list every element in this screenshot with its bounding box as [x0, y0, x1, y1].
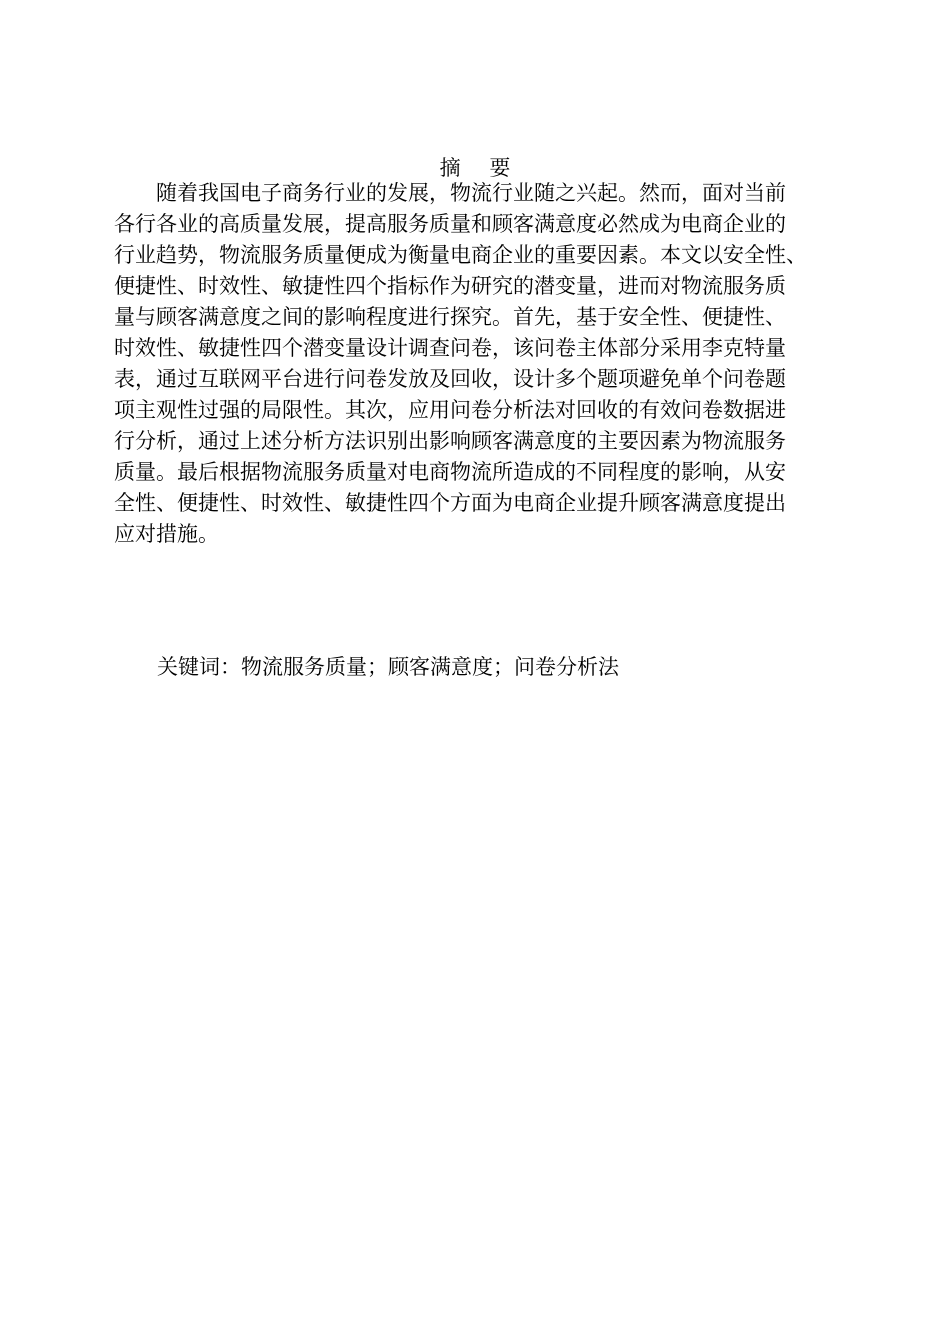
abstract-line: 时效性、敏捷性四个潜变量设计调查问卷，该问卷主体部分采用李克特量: [114, 336, 786, 360]
abstract-body: [114, 178, 844, 550]
abstract-line: 行分析，通过上述分析方法识别出影响顾客满意度的主要因素为物流服务: [114, 429, 786, 453]
abstract-line: 量与顾客满意度之间的影响程度进行探究。首先，基于安全性、便捷性、: [114, 305, 786, 329]
abstract-line: 行业趋势，物流服务质量便成为衡量电商企业的重要因素。本文以安全性、: [114, 243, 807, 267]
abstract-line: 便捷性、时效性、敏捷性四个指标作为研究的潜变量，进而对物流服务质: [114, 274, 786, 298]
abstract-line: 项主观性过强的局限性。其次，应用问卷分析法对回收的有效问卷数据进: [114, 398, 786, 422]
abstract-line: 各行各业的高质量发展，提高服务质量和顾客满意度必然成为电商企业的: [114, 212, 786, 236]
abstract-line: 质量。最后根据物流服务质量对电商物流所造成的不同程度的影响，从安: [114, 460, 786, 484]
abstract-title: 摘 要: [439, 156, 522, 180]
abstract-line: 随着我国电子商务行业的发展，物流行业随之兴起。然而，面对当前: [156, 181, 786, 205]
abstract-line: 全性、便捷性、时效性、敏捷性四个方面为电商企业提升顾客满意度提出: [114, 491, 786, 515]
keywords: 关键词：物流服务质量；顾客满意度；问卷分析法: [157, 655, 619, 679]
abstract-line: 应对措施。: [114, 522, 219, 546]
abstract-line: 表，通过互联网平台进行问卷发放及回收，设计多个题项避免单个问卷题: [114, 367, 786, 391]
